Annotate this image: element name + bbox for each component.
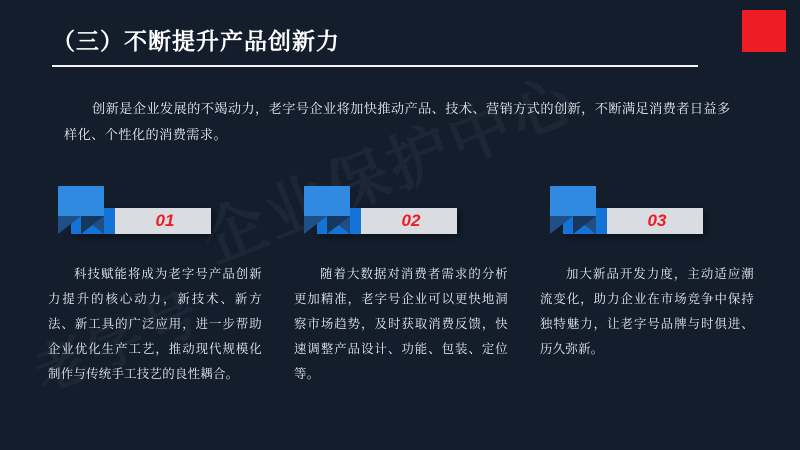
- ribbon-icon: [304, 186, 350, 244]
- badge-number: 01: [155, 211, 175, 230]
- ribbon-icon: [550, 186, 596, 244]
- badge-01: [58, 186, 262, 252]
- page-title: （三）不断提升产品创新力: [52, 28, 340, 54]
- column-body-text: 加大新品开发力度，主动适应潮流变化，助力企业在市场竞争中保持独特魅力，让老字号品牌与时俱进、历久弥新。: [540, 267, 754, 356]
- intro-paragraph: 创新是企业发展的不竭动力，老字号企业将加快推动产品、技术、营销方式的创新，不断满足消费者日益多样化、个性化的消费需求。: [64, 101, 731, 142]
- column-item: [294, 186, 508, 387]
- column-body-text: 科技赋能将成为老字号产品创新力提升的核心动力，新技术、新方法、新工具的广泛应用，进一步帮助企业优化生产工艺，推动现代规模化制作与传统手工技艺的良性耦合。: [48, 267, 262, 381]
- slide-title-block: [52, 26, 742, 67]
- column-item: [48, 186, 262, 387]
- column-body-text: 随着大数据对消费者需求的分析更加精准，老字号企业可以更快地洞察市场趋势，及时获取消费反馈，快速调整产品设计、功能、包装、定位等。: [294, 267, 508, 381]
- badge-number: 02: [401, 211, 421, 230]
- column-item: [540, 186, 754, 387]
- badge-03: [550, 186, 754, 252]
- columns-container: [48, 186, 754, 387]
- badge-02: [304, 186, 508, 252]
- title-divider: [52, 65, 698, 67]
- badge-number: 03: [647, 211, 667, 230]
- ribbon-icon: [58, 186, 104, 244]
- red-corner-decoration: [742, 10, 786, 52]
